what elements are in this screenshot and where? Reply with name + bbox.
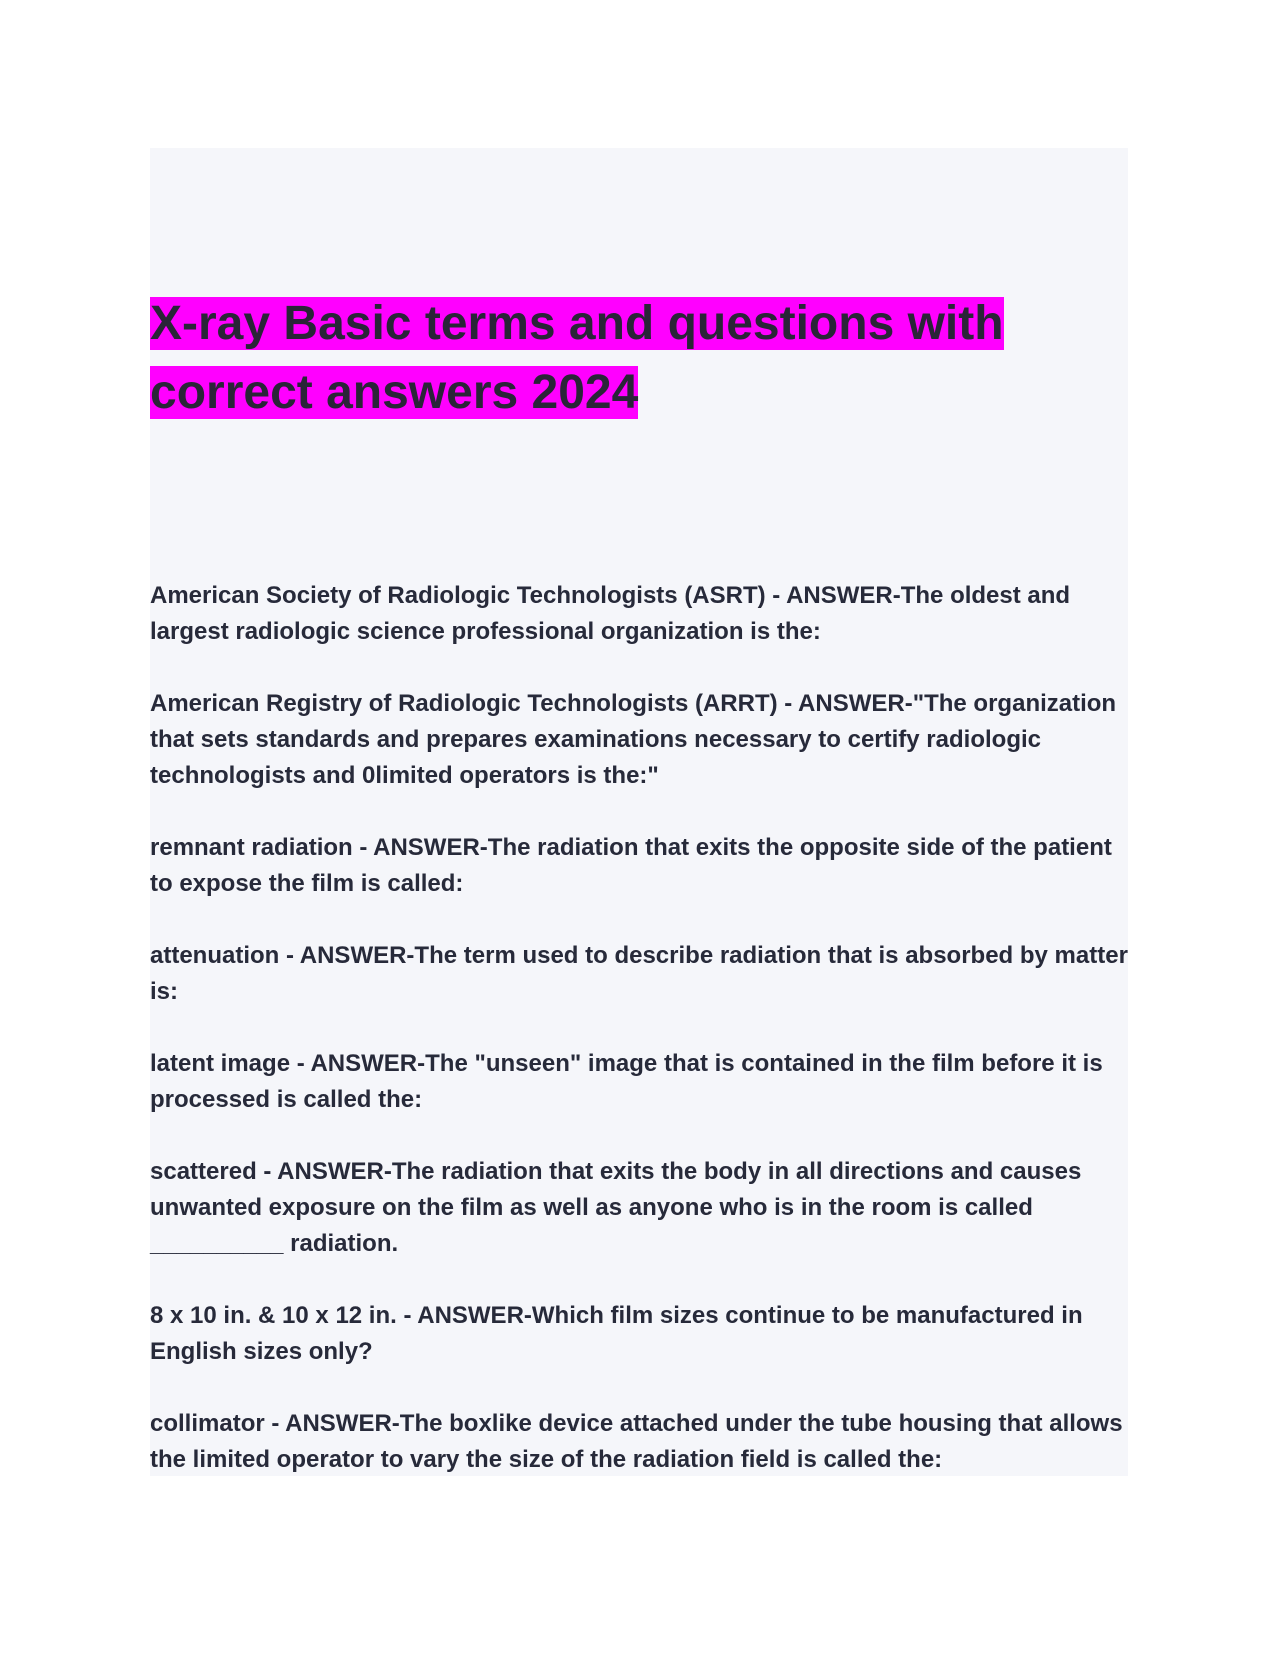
qa-entry-scattered: scattered - ANSWER-The radiation that exits the body in all directions and causes unwanted exposure on the film as well as anyone who is in the room is called __________ radiation. bbox=[150, 1158, 1082, 1257]
qa-list bbox=[150, 578, 1140, 1514]
qa-entry-remnant-radiation: remnant radiation - ANSWER-The radiation that exits the opposite side of the patient to expose the film is called: bbox=[150, 834, 1112, 897]
document-title bbox=[150, 289, 1128, 427]
qa-entry-asrt: American Society of Radiologic Technologists (ASRT) - ANSWER-The oldest and largest radiologic science professional organization is the: bbox=[150, 582, 1071, 645]
qa-entry-collimator: collimator - ANSWER-The boxlike device attached under the tube housing that allows the limited operator to vary the size of the radiation field is called the: bbox=[150, 1410, 1123, 1473]
qa-entry-film-sizes: 8 x 10 in. & 10 x 12 in. - ANSWER-Which film sizes continue to be manufactured in English sizes only? bbox=[150, 1302, 1083, 1365]
qa-entry-attenuation: attenuation - ANSWER-The term used to describe radiation that is absorbed by matter is: bbox=[150, 942, 1128, 1005]
qa-entry-arrt: American Registry of Radiologic Technologists (ARRT) - ANSWER-"The organization that sets standards and prepares examinations necessary to certify radiologic technologists and 0limited operators is the:" bbox=[150, 690, 1117, 789]
title-highlight: X-ray Basic terms and questions with correct answers 2024 bbox=[150, 297, 1004, 419]
qa-entry-latent-image: latent image - ANSWER-The "unseen" image that is contained in the film before it is processed is called the: bbox=[150, 1050, 1103, 1113]
